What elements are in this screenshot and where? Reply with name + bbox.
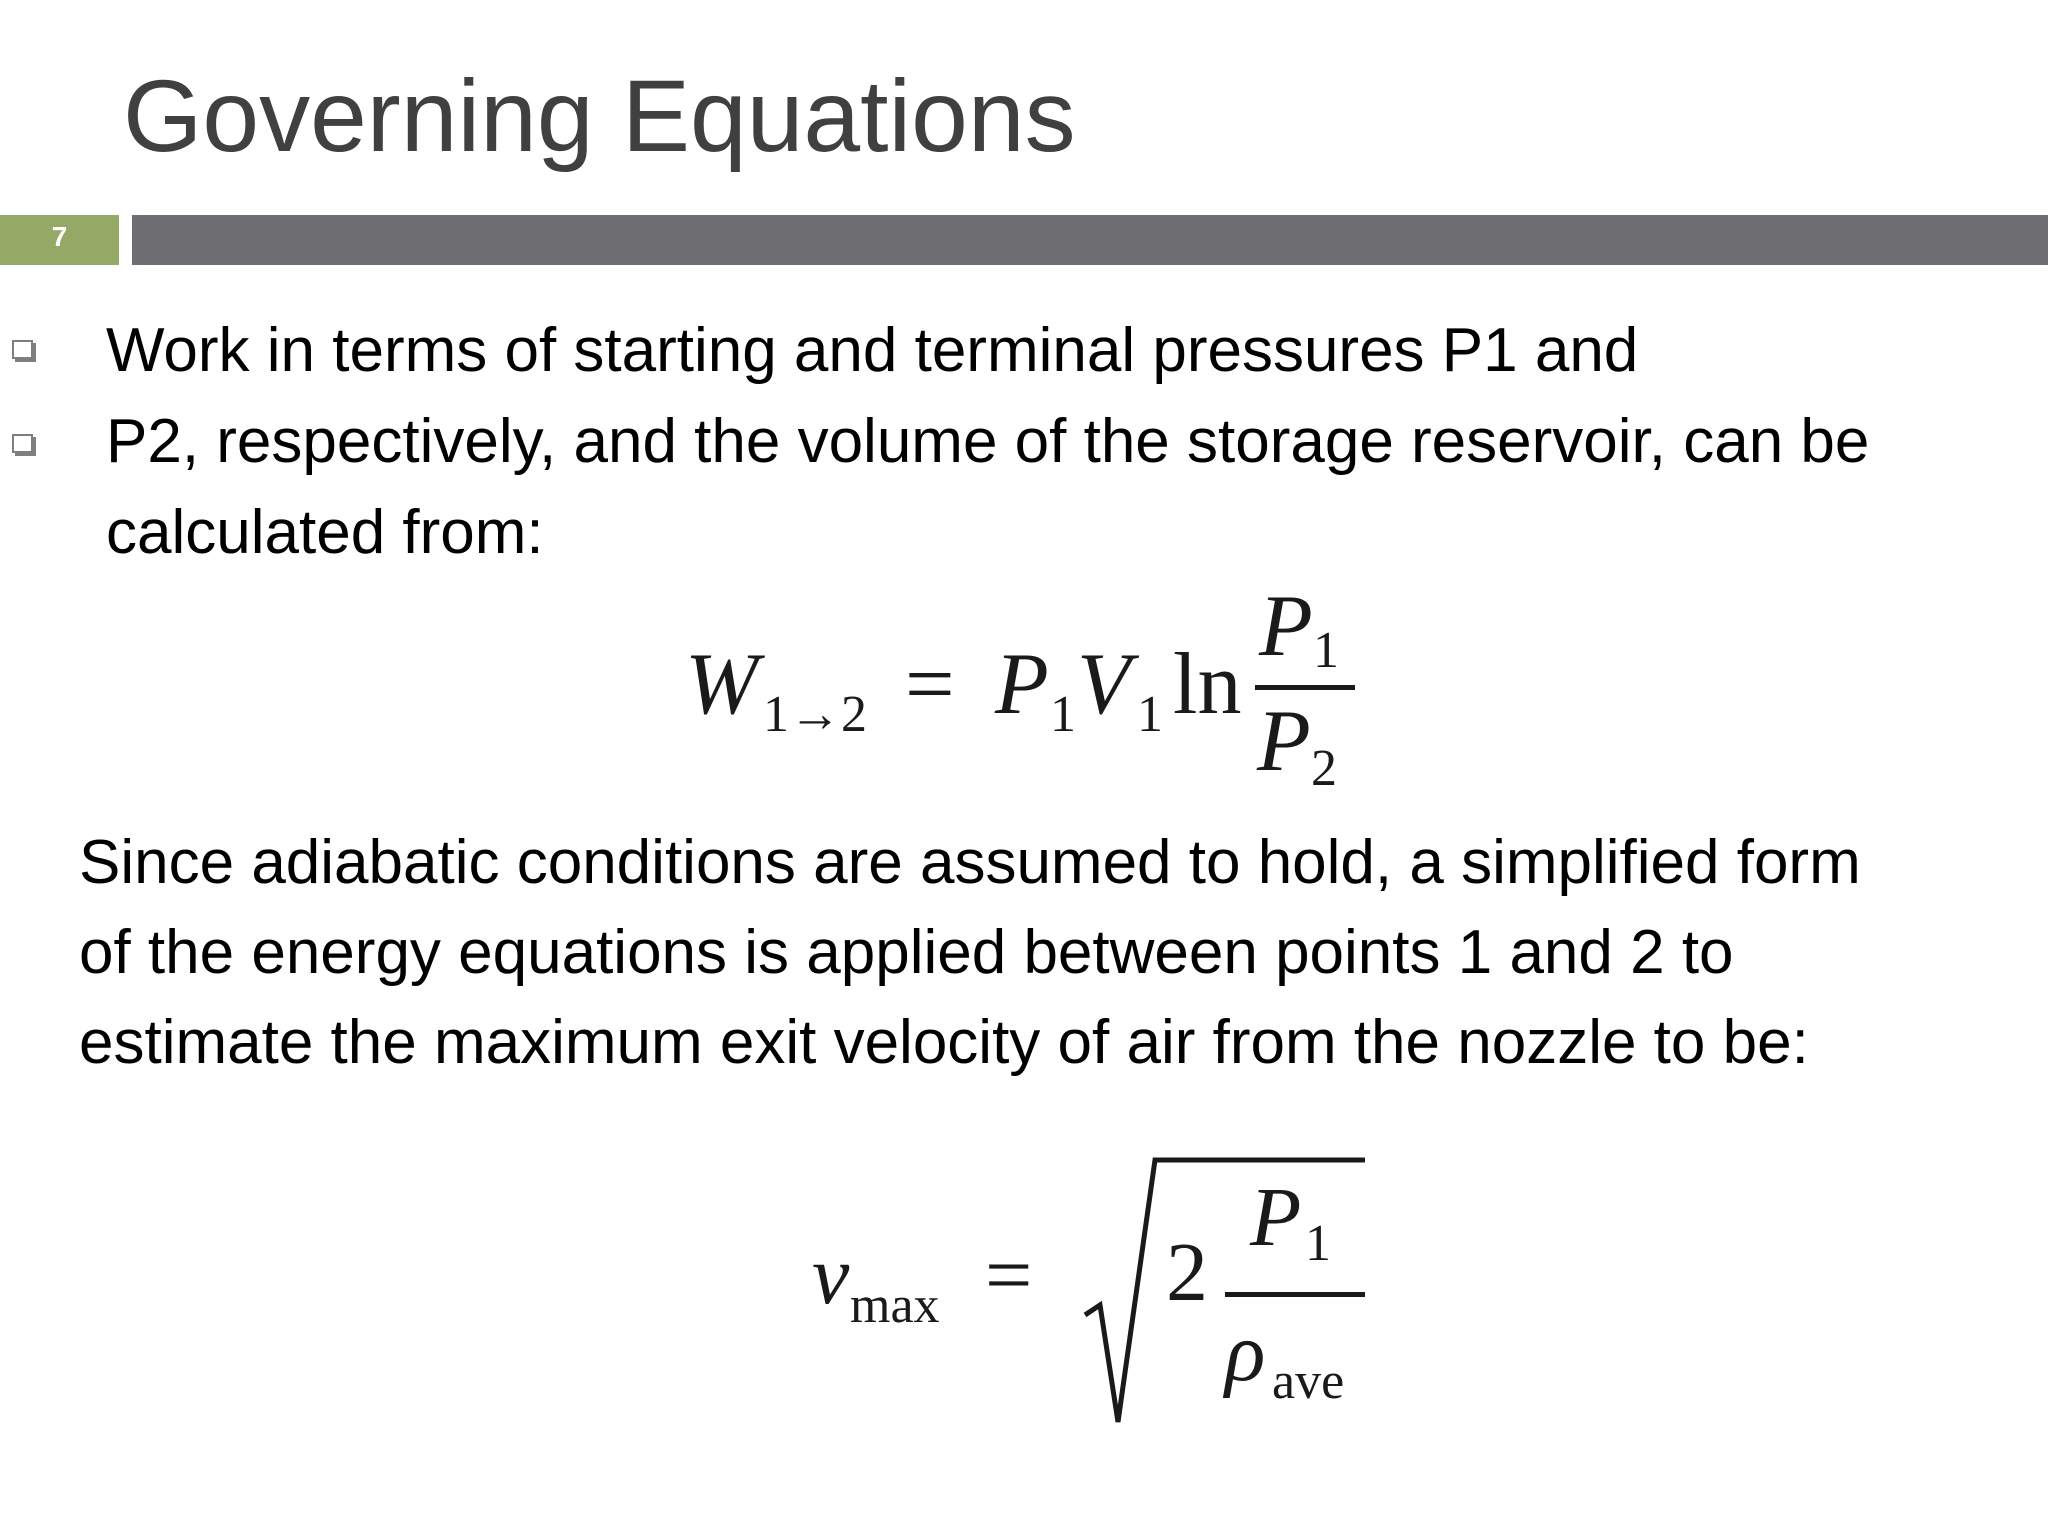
eq2-numerator-subscript: 1 xyxy=(1305,1215,1331,1272)
eq1-fraction-bar xyxy=(1255,685,1355,690)
paragraph-line: estimate the maximum exit velocity of air from the nozzle to be: xyxy=(79,1008,1809,1077)
eq1-numerator-subscript: 1 xyxy=(1313,622,1339,679)
eq1-p-subscript: 1 xyxy=(1050,686,1076,743)
bullet-item-text: Work in terms of starting and terminal pressures P1 and xyxy=(106,316,1639,385)
hollow-square-bullet-icon xyxy=(12,434,33,453)
eq1-lhs-subscript: 1→2 xyxy=(763,686,867,743)
work-equation xyxy=(685,585,1365,795)
slide-title: Governing Equations xyxy=(123,59,1076,173)
eq1-v-symbol: V xyxy=(1077,636,1131,733)
eq2-lhs: v xyxy=(812,1229,850,1322)
eq1-denominator-subscript: 2 xyxy=(1311,740,1337,795)
title-divider-bar xyxy=(132,215,2048,265)
slide-number: 7 xyxy=(51,221,68,252)
velocity-equation xyxy=(800,1150,1400,1440)
eq1-numerator: P xyxy=(1259,585,1313,675)
hollow-square-bullet-icon xyxy=(12,340,33,359)
eq2-numerator: P xyxy=(1250,1171,1302,1264)
eq1-p-symbol: P xyxy=(995,636,1049,733)
eq2-coefficient: 2 xyxy=(1166,1226,1208,1319)
bullet-continuation-text: calculated from: xyxy=(106,498,544,567)
eq1-ln: ln xyxy=(1173,636,1242,733)
eq2-equals: = xyxy=(985,1229,1033,1322)
eq2-denominator: ρ xyxy=(1225,1306,1266,1399)
eq2-fraction-bar xyxy=(1225,1292,1365,1297)
eq1-v-subscript: 1 xyxy=(1137,686,1163,743)
eq2-lhs-subscript: max xyxy=(850,1277,940,1334)
bullet-list xyxy=(106,305,2041,578)
paragraph-line: of the energy equations is applied between points 1 and 2 to xyxy=(79,918,1734,987)
bullet-item-text: P2, respectively, and the volume of the storage reservoir, can be xyxy=(106,407,1870,476)
paragraph-line: Since adiabatic conditions are assumed to hold, a simplified form xyxy=(79,828,1861,897)
eq1-denominator: P xyxy=(1257,693,1311,790)
eq1-equals: = xyxy=(905,636,955,733)
eq1-lhs: W xyxy=(685,636,759,733)
eq2-denominator-subscript: ave xyxy=(1272,1353,1345,1410)
body-paragraph xyxy=(79,818,2039,1088)
